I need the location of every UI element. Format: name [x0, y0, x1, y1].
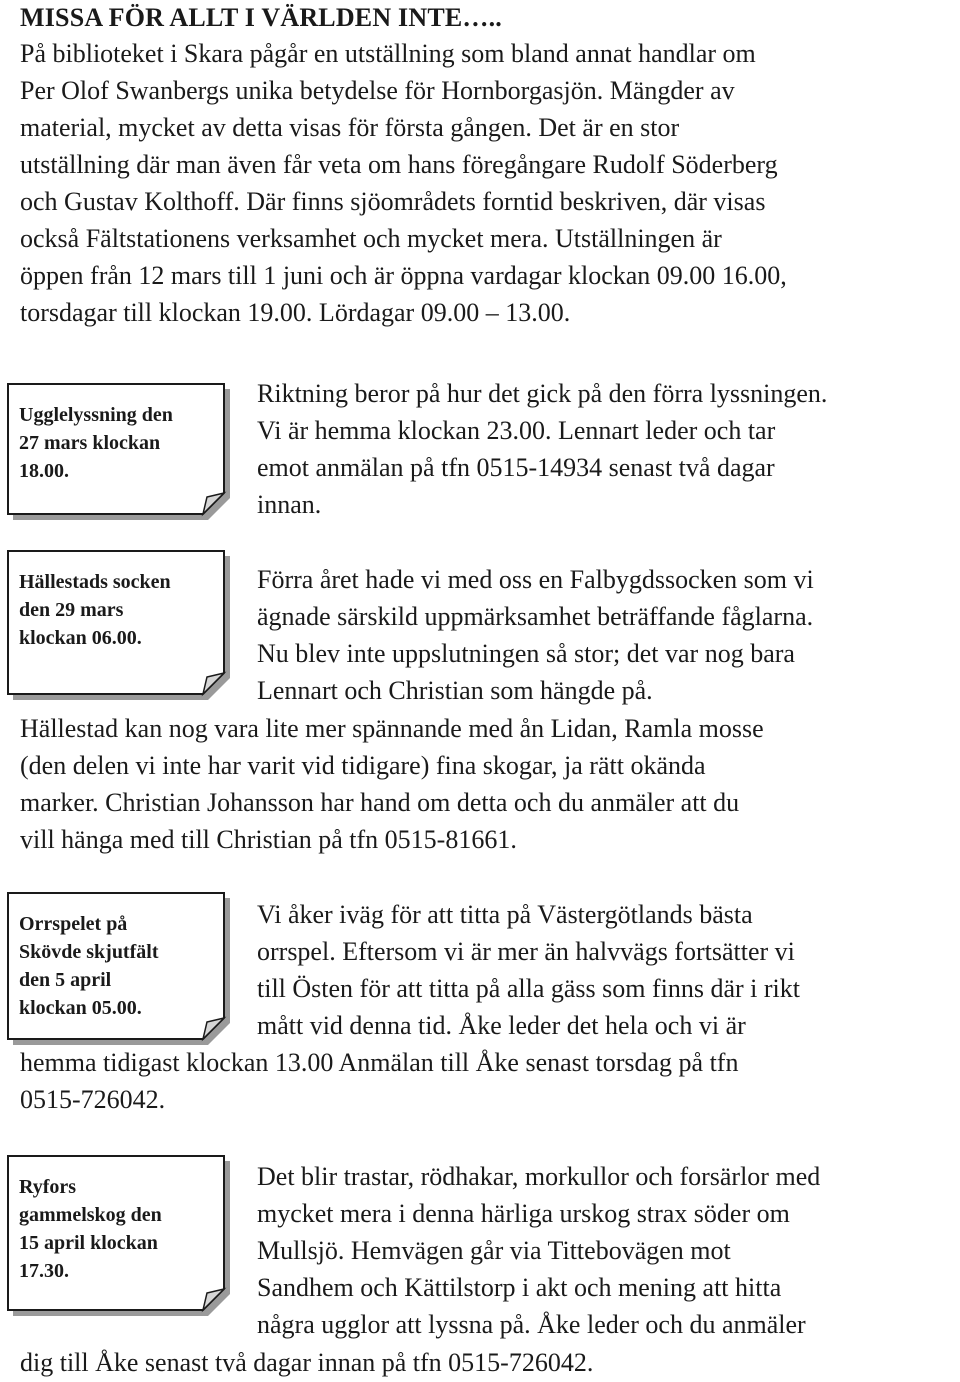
text-line: Ugglelyssning den	[19, 404, 173, 426]
event-date-label	[19, 401, 219, 485]
event-note	[7, 1155, 225, 1311]
text-line: dig till Åke senast två dagar innan på tfn 0515-726042.	[20, 1348, 594, 1377]
text-line: Hällestads socken	[19, 571, 171, 593]
event-description	[257, 375, 957, 523]
text-line: marker. Christian Johansson har hand om detta och du anmäler att du	[20, 788, 740, 817]
text-line: Vi är hemma klockan 23.00. Lennart leder och tar	[257, 416, 776, 445]
text-line: hemma tidigast klockan 13.00 Anmälan till Åke senast torsdag på tfn	[20, 1048, 739, 1077]
event-date-label	[19, 910, 219, 1022]
text-line: 17.30.	[19, 1260, 69, 1282]
event-description-continued	[20, 1044, 955, 1118]
event-note	[7, 892, 225, 1040]
text-line: några ugglor att lyssna på. Åke leder och du anmäler	[257, 1310, 806, 1339]
text-line: klockan 05.00.	[19, 997, 142, 1019]
text-line: Vi åker iväg för att titta på Västergötlands bästa	[257, 900, 753, 929]
text-line: och Gustav Kolthoff. Där finns sjöområdets forntid beskriven, där visas	[20, 187, 766, 216]
intro-paragraph	[20, 35, 955, 331]
text-line: den 5 april	[19, 969, 112, 991]
text-line: mycket mera i denna härliga urskog strax söder om	[257, 1199, 790, 1228]
text-line: material, mycket av detta visas för första gången. Det är en stor	[20, 113, 680, 142]
event-description-continued	[20, 1344, 955, 1381]
event-note	[7, 550, 225, 695]
event-note	[7, 383, 225, 515]
text-line: den 29 mars	[19, 599, 124, 621]
text-line: Orrspelet på	[19, 913, 128, 935]
text-line: också Fältstationens verksamhet och mycket mera. Utställningen är	[20, 224, 722, 253]
text-line: Sandhem och Kättilstorp i akt och mening att hitta	[257, 1273, 782, 1302]
text-line: Hällestad kan nog vara lite mer spännande med ån Lidan, Ramla mosse	[20, 714, 764, 743]
text-line: orrspel. Eftersom vi är mer än halvvägs fortsätter vi	[257, 937, 795, 966]
text-line: 27 mars klockan	[19, 432, 161, 454]
text-line: Nu blev inte uppslutningen så stor; det var nog bara	[257, 639, 795, 668]
text-line: utställning där man även får veta om hans föregångare Rudolf Söderberg	[20, 150, 778, 179]
text-line: Riktning beror på hur det gick på den förra lyssningen.	[257, 379, 828, 408]
page-title: MISSA FÖR ALLT I VÄRLDEN INTE…..	[20, 3, 503, 32]
text-line: Mullsjö. Hemvägen går via Tittebovägen mot	[257, 1236, 731, 1265]
text-line: öppen från 12 mars till 1 juni och är öppna vardagar klockan 09.00 16.00,	[20, 261, 787, 290]
event-description	[257, 896, 957, 1044]
text-line: mått vid denna tid. Åke leder det hela och vi är	[257, 1011, 746, 1040]
text-line: 15 april klockan	[19, 1232, 158, 1254]
text-line: ägnade särskild uppmärksamhet beträffande fåglarna.	[257, 602, 814, 631]
text-line: torsdagar till klockan 19.00. Lördagar 09.00 – 13.00.	[20, 298, 571, 327]
text-line: (den delen vi inte har varit vid tidigare) fina skogar, ja rätt okända	[20, 751, 706, 780]
text-line: Skövde skjutfält	[19, 941, 159, 963]
text-line: innan.	[257, 490, 322, 519]
text-line: Förra året hade vi med oss en Falbygdssocken som vi	[257, 565, 814, 594]
event-date-label	[19, 568, 219, 652]
text-line: På biblioteket i Skara pågår en utställning som bland annat handlar om	[20, 39, 756, 68]
text-line: vill hänga med till Christian på tfn 0515-81661.	[20, 825, 517, 854]
text-line: emot anmälan på tfn 0515-14934 senast två dagar	[257, 453, 775, 482]
text-line: klockan 06.00.	[19, 627, 142, 649]
event-description	[257, 561, 957, 709]
event-description	[257, 1158, 957, 1343]
text-line: gammelskog den	[19, 1204, 162, 1226]
text-line: 18.00.	[19, 460, 69, 482]
text-line: till Östen för att titta på alla gäss som finns där i rikt	[257, 974, 801, 1003]
text-line: Det blir trastar, rödhakar, morkullor och forsärlor med	[257, 1162, 821, 1191]
text-line: 0515-726042.	[20, 1085, 166, 1114]
text-line: Lennart och Christian som hängde på.	[257, 676, 653, 705]
event-date-label	[19, 1173, 219, 1285]
text-line: Ryfors	[19, 1176, 77, 1198]
event-description-continued	[20, 710, 955, 858]
text-line: Per Olof Swanbergs unika betydelse för Hornborgasjön. Mängder av	[20, 76, 735, 105]
